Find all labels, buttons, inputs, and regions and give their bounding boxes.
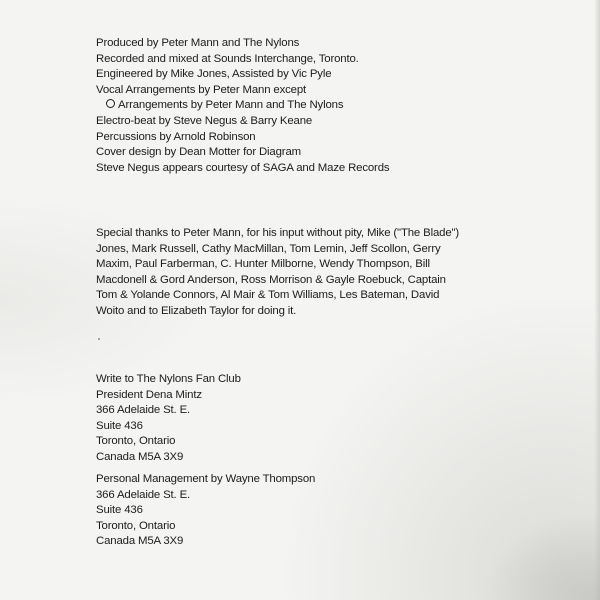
thanks-line: Maxim, Paul Farberman, C. Hunter Milborne, Wendy Thompson, Bill bbox=[96, 258, 430, 271]
thanks-line: Special thanks to Peter Mann, for his input without pity, Mike ("The Blade") bbox=[96, 227, 460, 239]
management-line: Canada M5A 3X9 bbox=[96, 535, 184, 548]
paper-wear-corner bbox=[480, 510, 600, 600]
thanks-line: Woito and to Elizabeth Taylor for doing it. bbox=[96, 304, 297, 317]
management-line: Suite 436 bbox=[96, 504, 143, 517]
fan-club-line: Toronto, Ontario bbox=[96, 435, 176, 448]
credit-line: Engineered by Mike Jones, Assisted by Vic Pyle bbox=[96, 68, 332, 81]
credit-line: Steve Negus appears courtesy of SAGA and Maze Records bbox=[96, 161, 390, 174]
management-line: Personal Management by Wayne Thompson bbox=[96, 473, 316, 485]
management-address-block bbox=[96, 472, 315, 550]
thanks-line: Macdonell & Gord Anderson, Ross Morrison & Gayle Roebuck, Captain bbox=[96, 273, 446, 286]
credit-line: Percussions by Arnold Robinson bbox=[96, 130, 256, 143]
fan-club-line: Canada M5A 3X9 bbox=[96, 450, 184, 463]
credit-line: Vocal Arrangements by Peter Mann except bbox=[96, 83, 307, 96]
management-line: Toronto, Ontario bbox=[96, 519, 176, 532]
credit-line: Cover design by Dean Motter for Diagram bbox=[96, 146, 301, 159]
credits-block bbox=[96, 36, 389, 176]
credit-line-text: Arrangements by Peter Mann and The Nylons bbox=[118, 99, 344, 112]
fan-club-line: 366 Adelaide St. E. bbox=[96, 404, 191, 417]
circle-marker-icon bbox=[106, 99, 115, 108]
credit-line: Recorded and mixed at Sounds Interchange, Toronto. bbox=[96, 52, 359, 65]
special-thanks-block bbox=[96, 226, 536, 320]
thanks-line: Jones, Mark Russell, Cathy MacMillan, Tom Lemin, Jeff Scollon, Gerry bbox=[96, 242, 441, 255]
fan-club-line: Suite 436 bbox=[96, 419, 143, 432]
credit-line: Electro-beat by Steve Negus & Barry Keane bbox=[96, 114, 313, 127]
management-line: 366 Adelaide St. E. bbox=[96, 488, 191, 501]
credit-line-exception bbox=[96, 98, 389, 114]
fan-club-line: President Dena Mintz bbox=[96, 388, 202, 401]
print-speck bbox=[98, 338, 100, 340]
fan-club-address-block bbox=[96, 372, 241, 466]
thanks-line: Tom & Yolande Connors, Al Mair & Tom Williams, Les Bateman, David bbox=[96, 289, 440, 302]
credit-line: Produced by Peter Mann and The Nylons bbox=[96, 37, 300, 49]
fan-club-line: Write to The Nylons Fan Club bbox=[96, 373, 241, 385]
